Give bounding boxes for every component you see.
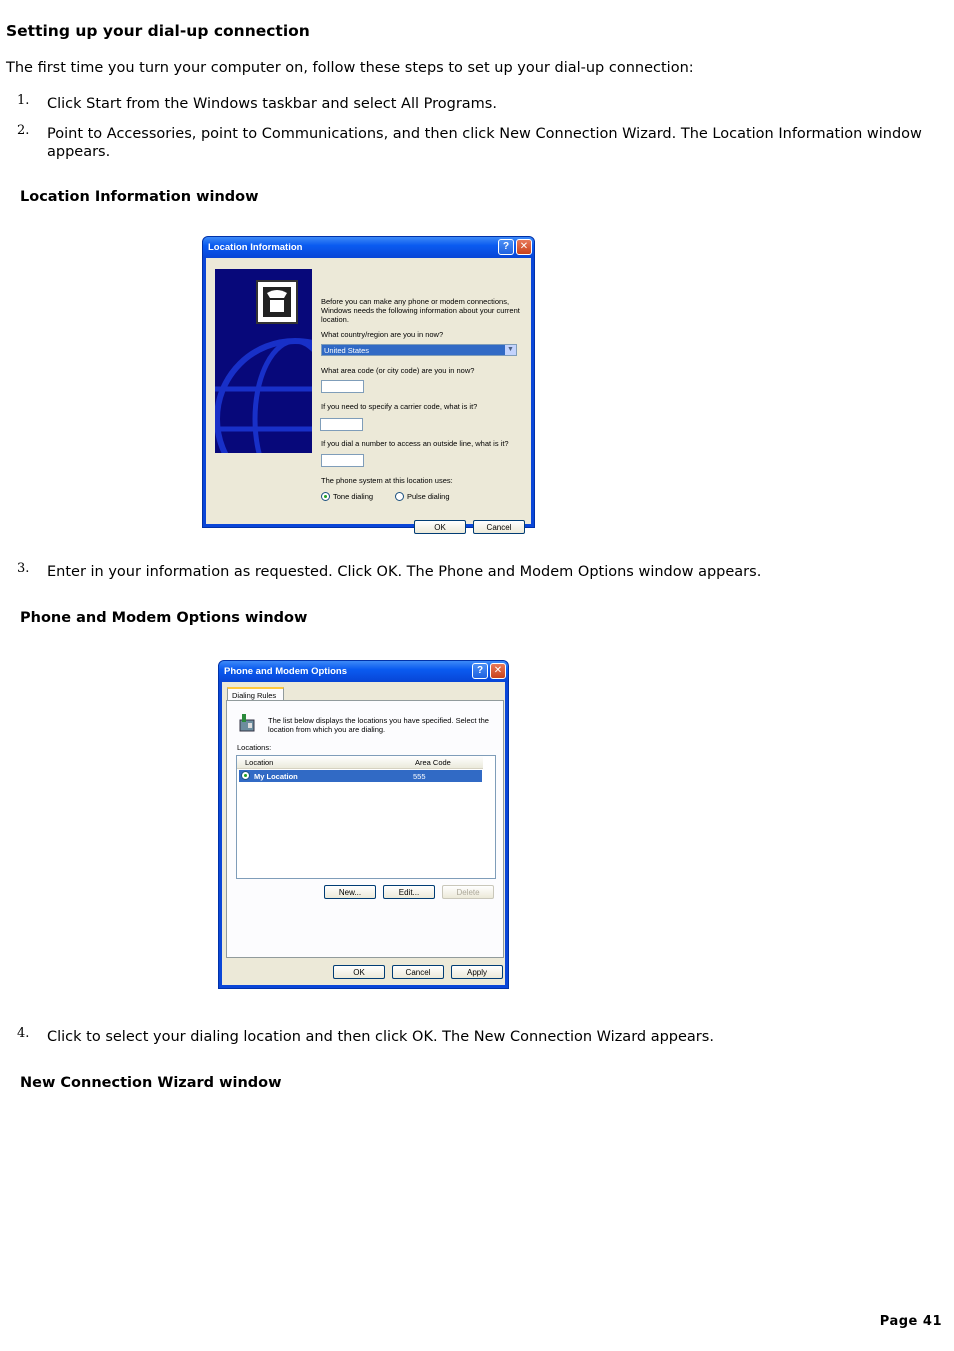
area-code-question: What area code (or city code) are you in now? <box>321 366 475 375</box>
list-header <box>237 756 483 769</box>
step-text: Click Start from the Windows taskbar and select All Programs. <box>47 96 497 112</box>
chevron-down-icon[interactable]: ▼ <box>505 345 516 355</box>
step-number: 2. <box>17 123 30 138</box>
column-location[interactable]: Location <box>245 758 274 767</box>
locations-description: The list below displays the locations you have specified. Select the location from which you are dialing. <box>268 716 489 734</box>
delete-location-button[interactable]: Delete <box>442 885 494 899</box>
window-client <box>206 258 531 532</box>
caption-wizard-window: New Connection Wizard window <box>20 1075 282 1091</box>
close-icon[interactable]: ✕ <box>516 239 532 255</box>
new-location-button[interactable]: New... <box>324 885 376 899</box>
outside-line-input[interactable] <box>321 454 364 467</box>
selected-location-icon <box>241 771 250 780</box>
edit-location-button[interactable]: Edit... <box>383 885 435 899</box>
cancel-button[interactable]: Cancel <box>473 520 525 534</box>
step-text: Click to select your dialing location and then click OK. The New Connection Wizard appears. <box>47 1029 714 1045</box>
intro-text: The first time you turn your computer on, follow these steps to set up your dial-up connection: <box>6 60 694 76</box>
carrier-code-input[interactable] <box>320 418 363 431</box>
pulse-dialing-label: Pulse dialing <box>407 492 450 501</box>
column-area-code[interactable]: Area Code <box>415 758 451 767</box>
close-icon[interactable]: ✕ <box>490 663 506 679</box>
globe-phone-illustration <box>215 269 312 453</box>
caption-phone-window: Phone and Modem Options window <box>20 610 308 626</box>
tab-panel <box>226 700 504 958</box>
ok-button[interactable]: OK <box>333 965 385 979</box>
phone-location-icon <box>237 712 257 734</box>
ok-button[interactable]: OK <box>414 520 466 534</box>
page-title: Setting up your dial-up connection <box>6 22 310 40</box>
locations-list[interactable] <box>236 755 496 879</box>
step-number: 3. <box>17 561 30 576</box>
page-number: Page 41 <box>879 1314 942 1329</box>
pulse-dialing-radio[interactable] <box>395 492 404 501</box>
phone-modem-options-window <box>218 660 509 989</box>
step-number: 1. <box>17 93 30 108</box>
country-question: What country/region are you in now? <box>321 330 444 339</box>
area-code-input[interactable] <box>321 380 364 393</box>
window-title: Phone and Modem Options <box>219 661 508 682</box>
window-title: Location Information <box>203 237 534 258</box>
tab-label: Dialing Rules <box>232 691 277 700</box>
step-number: 4. <box>17 1026 30 1041</box>
outside-line-question: If you dial a number to access an outside line, what is it? <box>321 439 509 448</box>
help-icon[interactable]: ? <box>498 239 514 255</box>
carrier-code-question: If you need to specify a carrier code, what is it? <box>321 402 478 411</box>
intro-text: Before you can make any phone or modem connections, Windows needs the following information about your current location. <box>321 297 520 324</box>
step-text: Enter in your information as requested. Click OK. The Phone and Modem Options window appears. <box>47 564 762 580</box>
country-select[interactable] <box>321 344 517 356</box>
locations-label: Locations: <box>237 743 272 752</box>
tone-dialing-radio[interactable] <box>321 492 330 501</box>
location-information-window <box>202 236 535 532</box>
tone-dialing-label: Tone dialing <box>333 492 374 501</box>
caption-location-window: Location Information window <box>20 189 259 205</box>
row-area-code: 555 <box>413 772 426 781</box>
country-value: United States <box>324 346 370 355</box>
step-text: Point to Accessories, point to Communications, and then click New Connection Wizard. The Location Information window appears. <box>47 126 922 160</box>
tab-dialing-rules[interactable] <box>227 687 284 701</box>
cancel-button[interactable]: Cancel <box>392 965 444 979</box>
window-client <box>222 682 505 985</box>
apply-button[interactable]: Apply <box>451 965 503 979</box>
phone-system-question: The phone system at this location uses: <box>321 476 453 485</box>
table-row[interactable] <box>239 770 482 782</box>
help-icon[interactable]: ? <box>472 663 488 679</box>
row-location: My Location <box>254 772 298 781</box>
